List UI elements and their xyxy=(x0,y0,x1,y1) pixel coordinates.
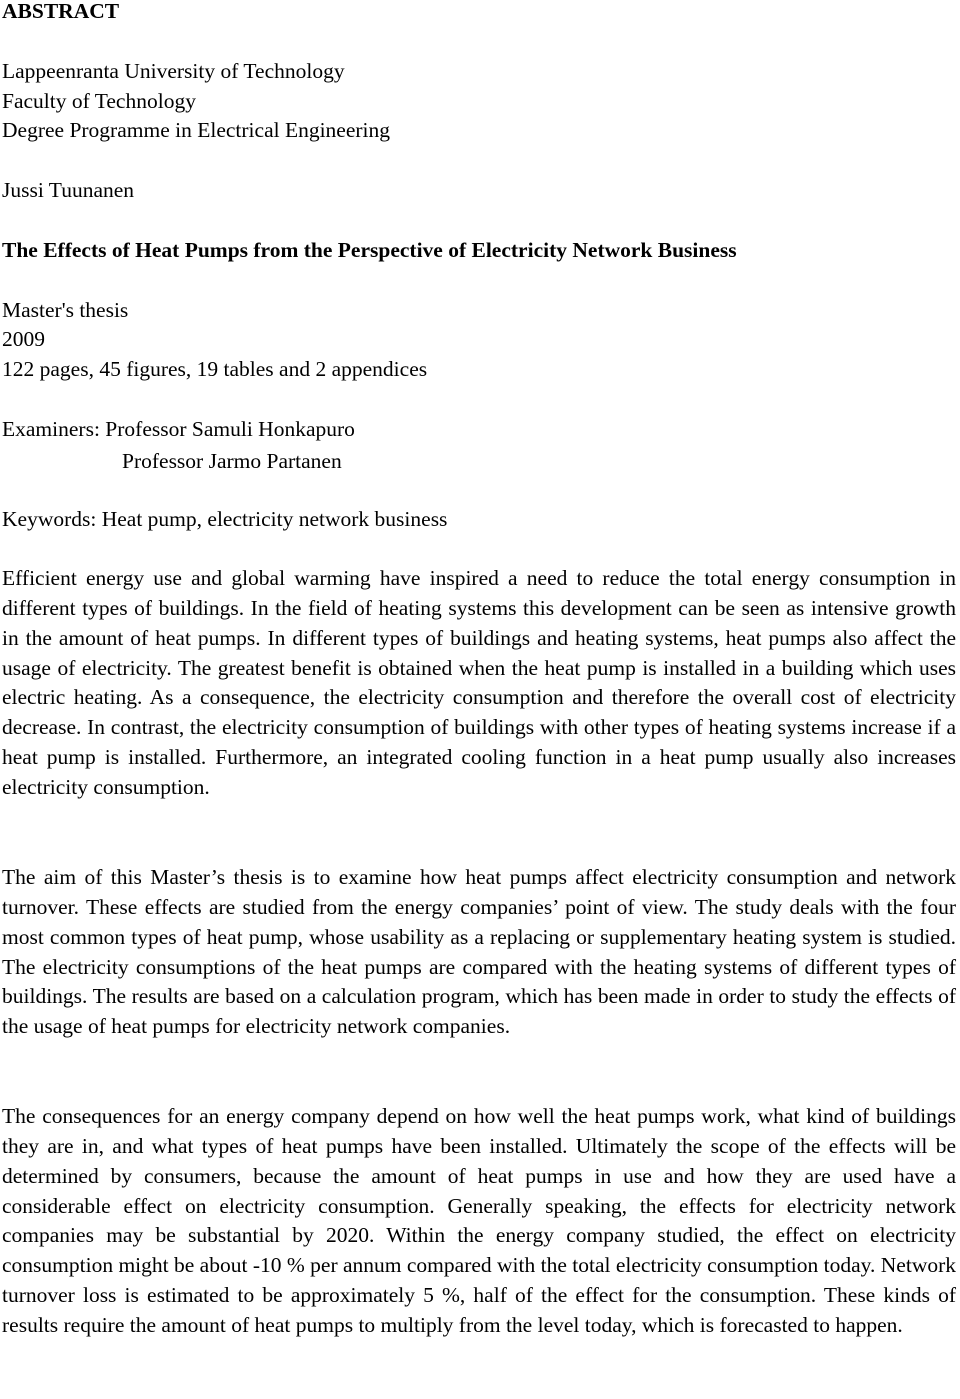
abstract-paragraph-2: The aim of this Master’s thesis is to examine how heat pumps affect electricity consumption and network turnover. These effects are studied from the energy companies’ point of view. The study deals with the four most common types of heat pump, whose usability as a replacing or supplementary heating system is studied. The electricity consumptions of the heat pumps are compared with the heating systems of different types of buildings. The results are based on a calculation program, which has been made in order to study the effects of the usage of heat pumps for electricity network companies. xyxy=(2,865,956,1039)
thesis-year: 2009 xyxy=(2,327,45,351)
author-name: Jussi Tuunanen xyxy=(2,178,135,202)
examiners-line: Examiners: Professor Samuli Honkapuro xyxy=(2,417,355,441)
university-name: Lappeenranta University of Technology xyxy=(2,59,345,83)
abstract-paragraph-1: Efficient energy use and global warming have inspired a need to reduce the total energy consumption in different types of buildings. In the field of heating systems this development can be seen as intensive growth in the amount of heat pumps. In different types of buildings and heating systems, heat pumps also affect the usage of electricity. The greatest benefit is obtained when the heat pump is installed in a building which uses electric heating. As a consequence, the electricity consumption and therefore the overall cost of electricity decrease. In contrast, the electricity consumption of buildings with other types of heating systems increase if a heat pump is installed. Furthermore, an integrated cooling function in a heat pump usually also increases electricity consumption. xyxy=(2,566,956,799)
thesis-type: Master's thesis xyxy=(2,298,129,322)
thesis-title: The Effects of Heat Pumps from the Perspective of Electricity Network Business xyxy=(2,238,737,262)
keywords-line: Keywords: Heat pump, electricity network business xyxy=(2,507,448,531)
abstract-paragraph-3: The consequences for an energy company depend on how well the heat pumps work, what kind of buildings they are in, and what types of heat pumps have been installed. Ultimately the scope of the effects will be determined by consumers, because the amount of heat pumps in use and how they are used have a considerable effect on electricity consumption. Generally speaking, the effects for electricity network companies may be substantial by 2020. Within the energy company studied, the effect on electricity consumption might be about -10 % per annum compared with the total electricity consumption today. Network turnover loss is estimated to be approximately 5 %, half of the effect for the consumption. These kinds of results require the amount of heat pumps to multiply from the level today, which is forecasted to happen. xyxy=(2,1104,956,1337)
thesis-extent: 122 pages, 45 figures, 19 tables and 2 appendices xyxy=(2,357,428,381)
faculty-name: Faculty of Technology xyxy=(2,89,196,113)
degree-programme: Degree Programme in Electrical Engineering xyxy=(2,118,391,142)
abstract-heading: ABSTRACT xyxy=(2,0,120,23)
examiner-second: Professor Jarmo Partanen xyxy=(122,449,342,473)
